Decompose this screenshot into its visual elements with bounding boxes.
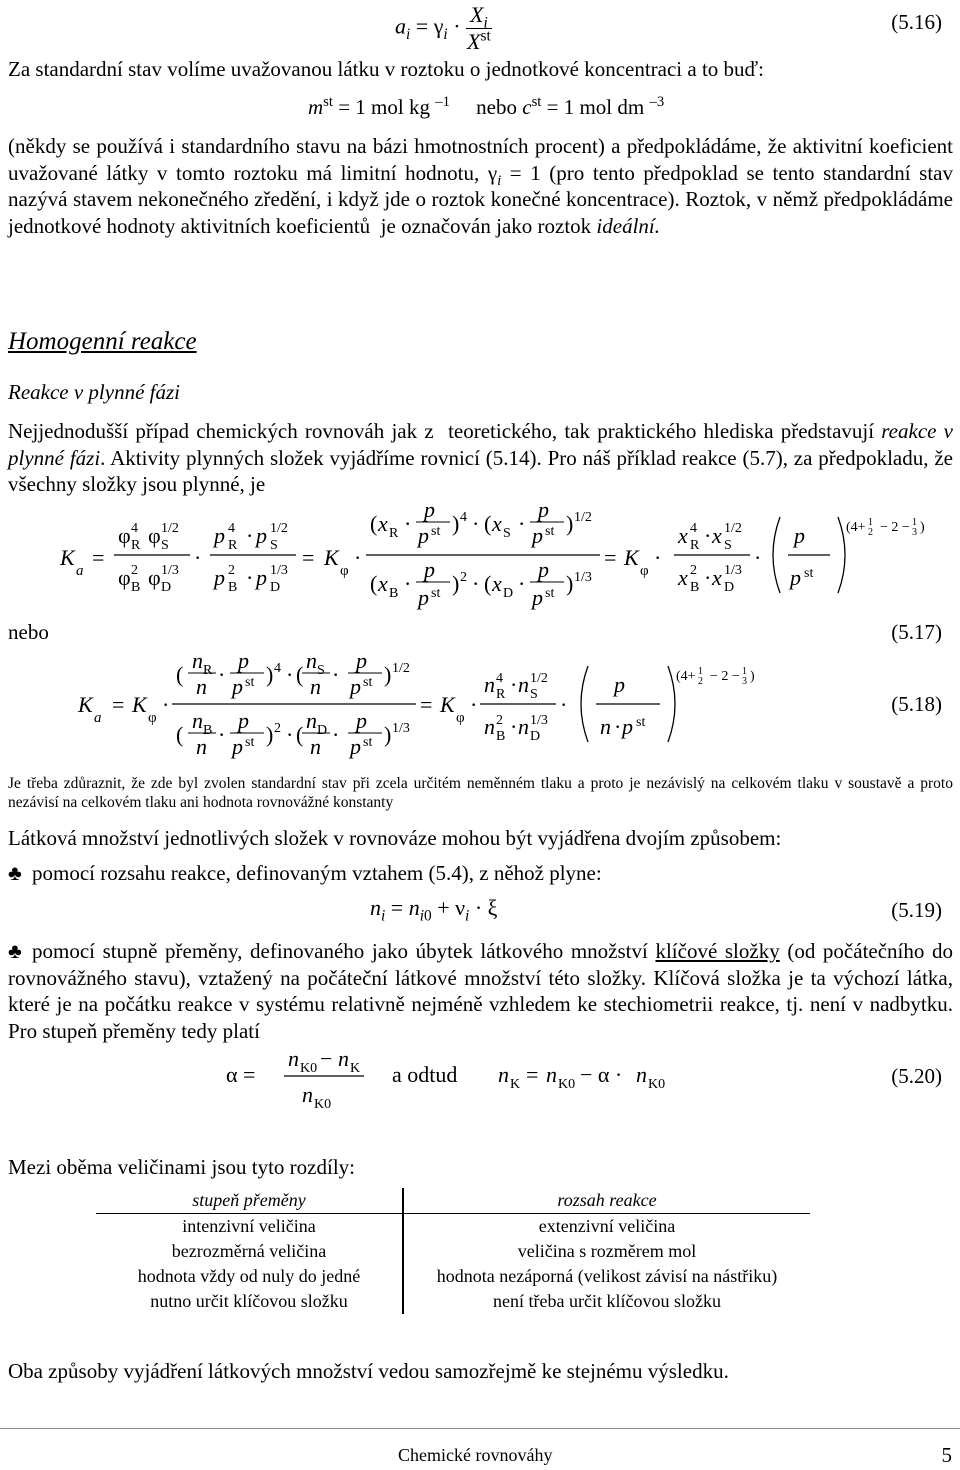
- svg-text:n: n: [338, 1048, 349, 1071]
- svg-text:B: B: [389, 586, 399, 601]
- svg-text:1/2: 1/2: [270, 521, 288, 536]
- svg-text:−: −: [320, 1048, 333, 1071]
- svg-text:st: st: [245, 675, 255, 690]
- svg-text:·: ·: [354, 545, 362, 570]
- svg-text:− 2 −: − 2 −: [880, 520, 910, 535]
- svg-text:2: 2: [131, 563, 138, 578]
- svg-text:n: n: [546, 1062, 557, 1087]
- svg-text:·: ·: [332, 722, 340, 747]
- svg-text:S: S: [530, 687, 538, 702]
- table-cell: hodnota nezáporná (velikost závisí na nástřiku): [436, 1266, 778, 1286]
- svg-text:− 2 −: − 2 −: [710, 669, 740, 684]
- table-cell: intenzivní veličina: [96, 1214, 403, 1240]
- svg-text:x: x: [492, 571, 502, 596]
- svg-text:p: p: [238, 650, 249, 673]
- svg-text:st: st: [545, 586, 555, 601]
- svg-text:B: B: [690, 580, 700, 595]
- svg-text:·: ·: [654, 545, 662, 570]
- svg-text:x: x: [492, 511, 502, 536]
- svg-text:φ: φ: [456, 710, 465, 726]
- svg-text:p: p: [532, 523, 543, 548]
- svg-text:D: D: [530, 729, 541, 744]
- paragraph-conclusion: Oba způsoby vyjádření látkových množství vedou samozřejmě ke stejnému výsledku.: [8, 1359, 729, 1383]
- svg-text:φ: φ: [640, 563, 649, 579]
- equation-number: (5.17): [891, 620, 942, 644]
- footer-divider: [0, 1428, 960, 1429]
- svg-text:(4+: (4+: [676, 669, 696, 684]
- svg-text:p: p: [214, 565, 225, 590]
- svg-text:φ: φ: [148, 710, 157, 726]
- footer-title: Chemické rovnováhy: [398, 1445, 553, 1465]
- svg-text:x: x: [712, 523, 722, 548]
- svg-text:·: ·: [332, 662, 340, 687]
- svg-text:p: p: [790, 565, 801, 590]
- svg-text:=: =: [526, 1062, 539, 1087]
- svg-text:D: D: [270, 580, 281, 595]
- svg-text:p: p: [424, 497, 435, 522]
- svg-text:n: n: [498, 1062, 509, 1087]
- svg-text:·: ·: [518, 511, 526, 536]
- svg-text:p: p: [232, 734, 243, 759]
- svg-text:1: 1: [698, 666, 703, 677]
- svg-text:=: =: [302, 545, 315, 570]
- table-row: [96, 1289, 810, 1314]
- svg-text:φ: φ: [118, 565, 131, 590]
- equation-number: (5.16): [891, 10, 942, 34]
- equation-5-19: $n_i = n_{i0} + \nu_i \cdot \xi$: [370, 895, 498, 925]
- svg-text:p: p: [356, 708, 367, 733]
- svg-text:R: R: [131, 538, 141, 553]
- paragraph-activity: (někdy se používá i standardního stavu na bázi hmotnostních procent) a předpokládáme, že aktivitní koeficient uvažované látky v tomto roztoku má limitní hodnotu, $\gamma_i = 1$ (pro tento předpoklad se tento standardní stav nazývá stavem nekonečného zředění, i když jde o roztok konečné koncentrace). Roztok, v němž předpokládáme jednotkové hodnoty aktivitních koeficientů je označován jako roztok ideální.: [8, 134, 954, 238]
- equation-5-20: [220, 1048, 720, 1108]
- svg-text:·: ·: [404, 571, 412, 596]
- svg-text:p: p: [350, 734, 361, 759]
- svg-text:p: p: [614, 672, 625, 697]
- svg-text:1/3: 1/3: [161, 563, 179, 578]
- svg-text:n: n: [288, 1048, 299, 1071]
- svg-text:D: D: [317, 723, 328, 738]
- subsection-heading: Reakce v plynné fázi: [8, 380, 180, 404]
- svg-text:x: x: [378, 511, 388, 536]
- equation-number: (5.18): [891, 692, 942, 716]
- svg-text:n: n: [192, 708, 203, 733]
- svg-text:n: n: [306, 650, 317, 673]
- svg-text:n: n: [600, 714, 611, 739]
- svg-text:1/2: 1/2: [574, 510, 592, 525]
- svg-text:4: 4: [496, 671, 503, 686]
- svg-text:p: p: [418, 585, 429, 610]
- svg-text:(: (: [296, 722, 304, 747]
- svg-text:p: p: [622, 714, 633, 739]
- svg-text:=: =: [112, 692, 125, 717]
- svg-text:): ): [384, 722, 392, 747]
- svg-text:B: B: [496, 729, 506, 744]
- svg-text:=: =: [92, 545, 105, 570]
- page-number: 5: [941, 1443, 952, 1467]
- equation-5-18: [0, 650, 900, 768]
- svg-text:(: (: [176, 662, 184, 687]
- svg-text:K: K: [60, 545, 75, 570]
- svg-text:(: (: [370, 511, 378, 536]
- svg-text:1/2: 1/2: [161, 521, 179, 536]
- svg-text:·: ·: [560, 692, 568, 717]
- svg-text:): ): [566, 571, 574, 596]
- svg-text:st: st: [636, 715, 646, 730]
- svg-text:K0: K0: [300, 1061, 318, 1076]
- svg-text:·: ·: [614, 714, 622, 739]
- table-header-row: [96, 1188, 810, 1214]
- standard-state-line: $m^{st} = 1$ mol kg $^{-1}$ nebo $c^{st} = 1$ mol dm $^{-3}$: [308, 94, 665, 119]
- svg-text:K: K: [132, 692, 147, 717]
- svg-text:x: x: [678, 565, 688, 590]
- svg-text:1/3: 1/3: [392, 721, 410, 736]
- svg-text:R: R: [228, 538, 238, 553]
- svg-text:K0: K0: [314, 1097, 332, 1108]
- svg-text:K: K: [624, 545, 639, 570]
- svg-text:·: ·: [218, 722, 226, 747]
- svg-text:1/3: 1/3: [724, 563, 742, 578]
- bullet-conversion: ♣ pomocí stupně přeměny, definovaného jako úbytek látkového množství klíčové složky (od počátečního do rovnovážného stavu), vztažený na počáteční látkové množství této složky. Klíčová složka je ta výchozí látka, které je na počátku reakce v systému relativně nejméně vzhledem ke stechiometrii reakce, tj. není v nadbytku. Pro stupeň přeměny tedy platí: [8, 939, 953, 1043]
- svg-text:S: S: [724, 538, 732, 553]
- svg-text:φ: φ: [340, 563, 349, 579]
- svg-text:(: (: [484, 571, 492, 596]
- svg-text:1/3: 1/3: [270, 563, 288, 578]
- svg-text:p: p: [356, 650, 367, 673]
- svg-text:n: n: [302, 1082, 313, 1107]
- and-label: a odtud: [392, 1062, 458, 1087]
- svg-text:p: p: [350, 674, 361, 699]
- svg-text:B: B: [203, 723, 213, 738]
- svg-text:φ: φ: [148, 565, 161, 590]
- table-row: [96, 1264, 810, 1289]
- svg-text:p: p: [232, 674, 243, 699]
- svg-text:·: ·: [246, 523, 254, 548]
- svg-text:): ): [452, 511, 460, 536]
- svg-text:): ): [384, 662, 392, 687]
- svg-text:K0: K0: [648, 1077, 666, 1092]
- svg-text:1/2: 1/2: [530, 671, 548, 686]
- svg-text:1/3: 1/3: [530, 713, 548, 728]
- svg-text:): ): [266, 662, 274, 687]
- svg-text:4: 4: [228, 521, 235, 536]
- svg-text:st: st: [363, 675, 373, 690]
- svg-text:R: R: [203, 663, 213, 678]
- svg-text:K: K: [440, 692, 455, 717]
- svg-text:S: S: [503, 526, 511, 541]
- svg-text:φ: φ: [148, 523, 161, 548]
- table-header: rozsah reakce: [403, 1188, 810, 1214]
- svg-text:S: S: [317, 663, 325, 678]
- svg-text:n: n: [310, 734, 321, 759]
- paragraph-differences: Mezi oběma veličinami jsou tyto rozdíly:: [8, 1155, 356, 1179]
- svg-text:S: S: [270, 538, 278, 553]
- svg-text:2: 2: [274, 721, 281, 736]
- svg-text:4: 4: [690, 521, 697, 536]
- svg-text:·: ·: [246, 565, 254, 590]
- svg-text:R: R: [690, 538, 700, 553]
- svg-text:p: p: [256, 523, 267, 548]
- svg-text:p: p: [538, 557, 549, 582]
- svg-text:D: D: [724, 580, 735, 595]
- svg-text:x: x: [378, 571, 388, 596]
- svg-text:x: x: [678, 523, 688, 548]
- table-row: [96, 1239, 810, 1264]
- svg-text:·: ·: [704, 565, 712, 590]
- comparison-table: [96, 1188, 810, 1314]
- equation-number: (5.20): [891, 1064, 942, 1088]
- table-cell: hodnota vždy od nuly do jedné: [96, 1264, 403, 1289]
- svg-text:p: p: [256, 565, 267, 590]
- svg-text:2: 2: [698, 676, 703, 687]
- table-cell: není třeba určit klíčovou složku: [493, 1291, 721, 1311]
- svg-text:·: ·: [510, 672, 518, 697]
- svg-text:S: S: [161, 538, 169, 553]
- svg-text:2: 2: [496, 713, 503, 728]
- svg-text:): ): [566, 511, 574, 536]
- svg-text:st: st: [363, 735, 373, 750]
- svg-text:2: 2: [690, 563, 697, 578]
- table-cell: nutno určit klíčovou složku: [96, 1289, 403, 1314]
- svg-text:=: =: [420, 692, 433, 717]
- club-bullet-icon: ♣: [8, 861, 22, 885]
- svg-text:n: n: [310, 674, 321, 699]
- svg-text:a: a: [76, 563, 84, 579]
- svg-text:·: ·: [472, 511, 480, 536]
- svg-text:·: ·: [518, 571, 526, 596]
- svg-text:K: K: [324, 545, 339, 570]
- svg-text:p: p: [532, 585, 543, 610]
- table-row: [96, 1214, 810, 1240]
- svg-text:·: ·: [754, 545, 762, 570]
- svg-text:1: 1: [868, 517, 873, 528]
- bullet-extent: ♣ pomocí rozsahu reakce, definovaným vztahem (5.4), z něhož plyne:: [8, 861, 602, 885]
- svg-text:x: x: [712, 565, 722, 590]
- svg-text:R: R: [389, 526, 399, 541]
- svg-text:1/2: 1/2: [392, 661, 410, 676]
- intro-text: Za standardní stav volíme uvažovanou látku v roztoku o jednotkové koncentraci a to buď:: [8, 57, 764, 81]
- svg-text:1: 1: [742, 666, 747, 677]
- svg-text:·: ·: [286, 662, 294, 687]
- svg-text:·: ·: [404, 511, 412, 536]
- svg-text:): ): [452, 571, 460, 596]
- paragraph-amounts: Látková množství jednotlivých složek v rovnováze mohou být vyjádřena dvojím způsobem:: [8, 826, 782, 850]
- svg-text:p: p: [538, 497, 549, 522]
- svg-text:): ): [750, 669, 755, 684]
- svg-text:B: B: [131, 580, 141, 595]
- svg-text:·: ·: [472, 571, 480, 596]
- svg-text:·: ·: [162, 692, 170, 717]
- svg-text:D: D: [161, 580, 172, 595]
- svg-text:(: (: [484, 511, 492, 536]
- svg-text:st: st: [431, 524, 441, 539]
- svg-text:n: n: [518, 714, 529, 739]
- section-heading: Homogenní reakce: [8, 328, 197, 355]
- svg-text:): ): [266, 722, 274, 747]
- svg-text:1: 1: [912, 517, 917, 528]
- svg-text:n: n: [636, 1062, 647, 1087]
- svg-text:st: st: [804, 566, 814, 581]
- svg-text:− α ·: − α ·: [580, 1062, 623, 1087]
- svg-text:4: 4: [460, 510, 467, 525]
- svg-text:R: R: [496, 687, 506, 702]
- svg-text:p: p: [424, 557, 435, 582]
- svg-text:φ: φ: [118, 523, 131, 548]
- svg-text:4: 4: [131, 521, 138, 536]
- svg-text:(: (: [176, 722, 184, 747]
- svg-text:n: n: [192, 650, 203, 673]
- svg-text:·: ·: [510, 714, 518, 739]
- svg-text:D: D: [503, 586, 514, 601]
- svg-text:·: ·: [704, 523, 712, 548]
- table-cell: bezrozměrná veličina: [96, 1239, 403, 1264]
- svg-text:(4+: (4+: [846, 520, 866, 535]
- svg-text:2: 2: [228, 563, 235, 578]
- svg-text:4: 4: [274, 661, 281, 676]
- svg-text:K: K: [510, 1077, 521, 1092]
- svg-text:st: st: [431, 586, 441, 601]
- svg-text:p: p: [214, 523, 225, 548]
- svg-text:n: n: [484, 672, 495, 697]
- equation-5-16: $a_i = \gamma_i$ · $\frac{X_i}{X^{st}}$: [395, 2, 491, 54]
- svg-text:(: (: [370, 571, 378, 596]
- note-standard-state: Je třeba zdůraznit, že zde byl zvolen standardní stav při zcela určitém neměnném tlaku a proto je nezávislý na celkovém tlaku v soustavě a proto nezávisí na celkovém tlaku ani hodnota rovnovážné konstanty: [8, 775, 953, 811]
- svg-text:·: ·: [470, 692, 478, 717]
- svg-text:1/3: 1/3: [574, 570, 592, 585]
- table-cell: veličina s rozměrem mol: [517, 1241, 697, 1261]
- table-header: stupeň přeměny: [96, 1188, 403, 1214]
- svg-text:B: B: [228, 580, 238, 595]
- svg-text:a: a: [94, 710, 102, 726]
- svg-text:2: 2: [868, 527, 873, 538]
- svg-text:st: st: [245, 735, 255, 750]
- svg-text:·: ·: [286, 722, 294, 747]
- svg-text:2: 2: [460, 570, 467, 585]
- svg-text:1/2: 1/2: [724, 521, 742, 536]
- svg-text:p: p: [794, 523, 805, 548]
- svg-text:·: ·: [194, 545, 202, 570]
- svg-text:=: =: [604, 545, 617, 570]
- svg-text:): ): [920, 520, 925, 535]
- svg-text:n: n: [196, 734, 207, 759]
- svg-text:K: K: [78, 692, 93, 717]
- svg-text:n: n: [196, 674, 207, 699]
- svg-text:p: p: [238, 708, 249, 733]
- svg-text:·: ·: [218, 662, 226, 687]
- svg-text:3: 3: [912, 527, 917, 538]
- club-bullet-icon: ♣: [8, 939, 22, 963]
- svg-text:α =: α =: [226, 1062, 256, 1087]
- nebo-label: nebo: [8, 620, 49, 644]
- svg-text:K0: K0: [558, 1077, 576, 1092]
- svg-text:n: n: [484, 714, 495, 739]
- svg-text:n: n: [306, 708, 317, 733]
- svg-text:3: 3: [742, 676, 747, 687]
- svg-text:n: n: [518, 672, 529, 697]
- svg-text:p: p: [418, 523, 429, 548]
- svg-text:st: st: [545, 524, 555, 539]
- equation-number: (5.19): [891, 898, 942, 922]
- svg-text:(: (: [296, 662, 304, 687]
- paragraph-gas-phase: Nejjednodušší případ chemických rovnováh jak z teoretického, tak praktického hlediska představují reakce v plynné fázi. Aktivity plynných složek vyjádříme rovnicí (5.14). Pro náš příklad reakce (5.7), za předpokladu, že všechny složky jsou plynné, je: [8, 419, 953, 496]
- svg-text:K: K: [350, 1061, 361, 1076]
- equation-5-17: [0, 495, 960, 620]
- table-cell: extenzivní veličina: [538, 1216, 676, 1236]
